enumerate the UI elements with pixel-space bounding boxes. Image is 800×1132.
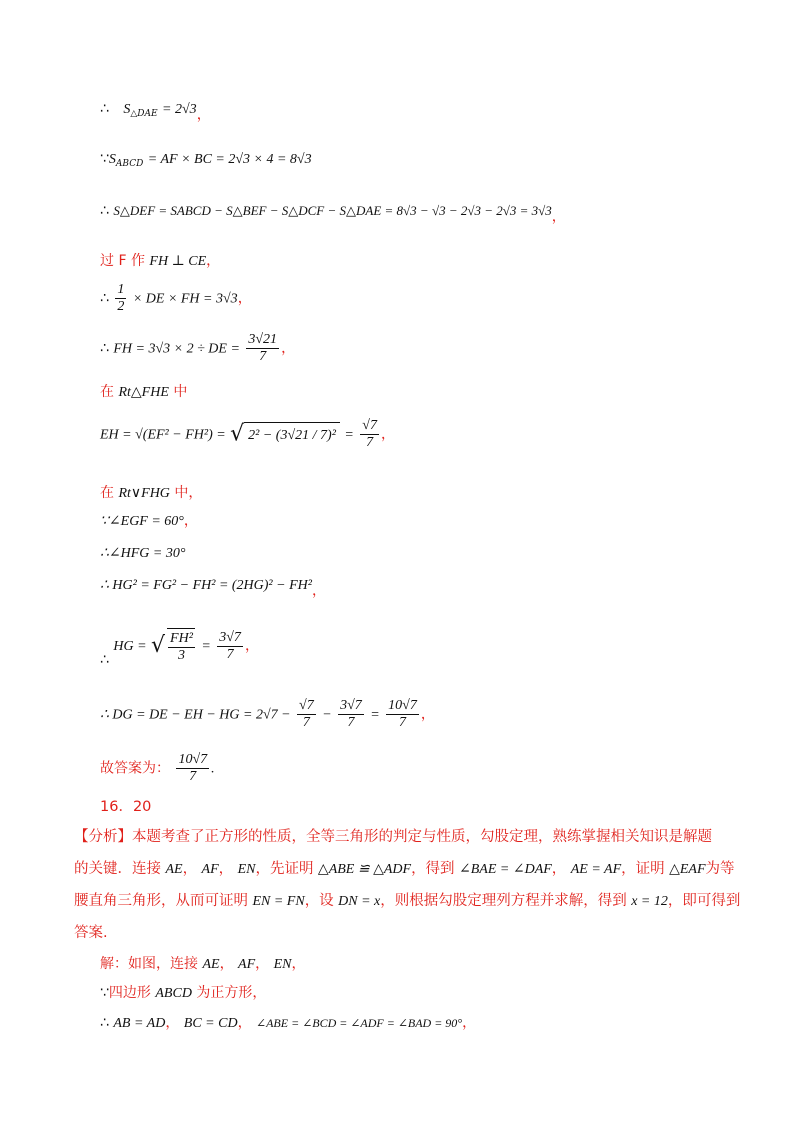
line-half-de-fh: ∴ $\frac{1}{2}$ × DE × FH = 3√3， xyxy=(100,282,252,314)
analysis-line-4: 答案. xyxy=(74,925,108,941)
analysis-line-1: 【分析】本题考查了正方形的性质，全等三角形的判定与性质，勾股定理，熟练掌握相关知识是解题 xyxy=(74,829,712,845)
fraction: $\frac{10√7}{7}$ xyxy=(388,698,417,730)
line-eh-value: EH = √(EF² − FH²) = √ 2² − (3√21 / 7)² = $\frac{√7}{7}$ ， xyxy=(100,418,395,450)
line-area-abcd: $\because S_{ABCD}$ = AF × BC = 2√3 × 4 = 8√3 xyxy=(100,151,312,169)
line-in-rt-fhg: 在 Rt∨FHG 中， xyxy=(100,485,203,501)
fraction: $\frac{3√7}{7}$ xyxy=(219,629,241,662)
fraction: $\frac{√7}{7}$ xyxy=(362,418,377,450)
line-angle-hfg: ∴∠HFG = 30° xyxy=(100,546,186,561)
line-area-dae: ∴ $S_{\triangle DAE} = 2√3$， xyxy=(100,101,211,123)
solution-equalities: ∴ AB = AD， BC = CD， ∠ABE = ∠BCD = ∠ADF = ∠BAD = 90°， xyxy=(100,1015,477,1031)
fraction: $\frac{3√7}{7}$ xyxy=(340,698,362,730)
line-in-rt-fhe: 在 Rt△FHE 中 xyxy=(100,384,188,400)
analysis-line-3: 腰直角三角形，从而可证明 EN = FN，设 DN = x，则根据勾股定理列方程并求解，得到 x = 12，即可得到 xyxy=(74,893,741,909)
fraction: $\frac{10√7}{7}$ xyxy=(178,752,208,784)
solution-square: ∵四边形 ABCD 为正方形， xyxy=(100,985,267,1001)
fraction: $\frac{3√21}{7}$ xyxy=(248,332,278,364)
line-answer: 故答案为： $\frac{10√7}{7}$ . xyxy=(100,752,215,784)
line-angle-egf: ∵∠EGF = 60°， xyxy=(100,513,198,529)
line-hg-squared: ∴ HG² = FG² − FH² = (2HG)² − FH²， xyxy=(100,578,326,599)
line-fh-value: ∴ FH = 3√3 × 2 ÷ DE = $\frac{3√21}{7}$ ， xyxy=(100,332,296,364)
line-dg-value: ∴ DG = DE − EH − HG = 2√7 − $\frac{√7}{7}$ − $\frac{3√7}{7}$ = $\frac{10√7}{7}$ ， xyxy=(100,698,435,730)
solution-connect: 解：如图，连接 AE， AF， EN， xyxy=(100,956,306,972)
line-area-def: ∴ S△DEF = SABCD − S△BEF − S△DCF − S△DAE = 8√3 − √3 − 2√3 − 2√3 = 3√3， xyxy=(100,203,566,225)
question-number: 16．20 xyxy=(100,799,152,815)
fraction: $\frac{1}{2}$ xyxy=(117,282,125,314)
analysis-line-2: 的关键．连接 AE， AF， EN，先证明 △ABE ≌ △ADF，得到 ∠BAE = ∠DAF， AE = AF，证明 △EAF为等 xyxy=(74,861,735,877)
line-hg-value: ∴ HG = √ $\frac{\text{FH²}}{3}$ = $\frac{3√7}{7}$ ， xyxy=(100,629,259,668)
line-draw-fh: 过 F 作 FH ⊥ CE， xyxy=(100,253,221,269)
fraction: $\frac{\text{FH²}}{3}$ xyxy=(167,628,195,664)
fraction: $\frac{√7}{7}$ xyxy=(299,698,314,730)
